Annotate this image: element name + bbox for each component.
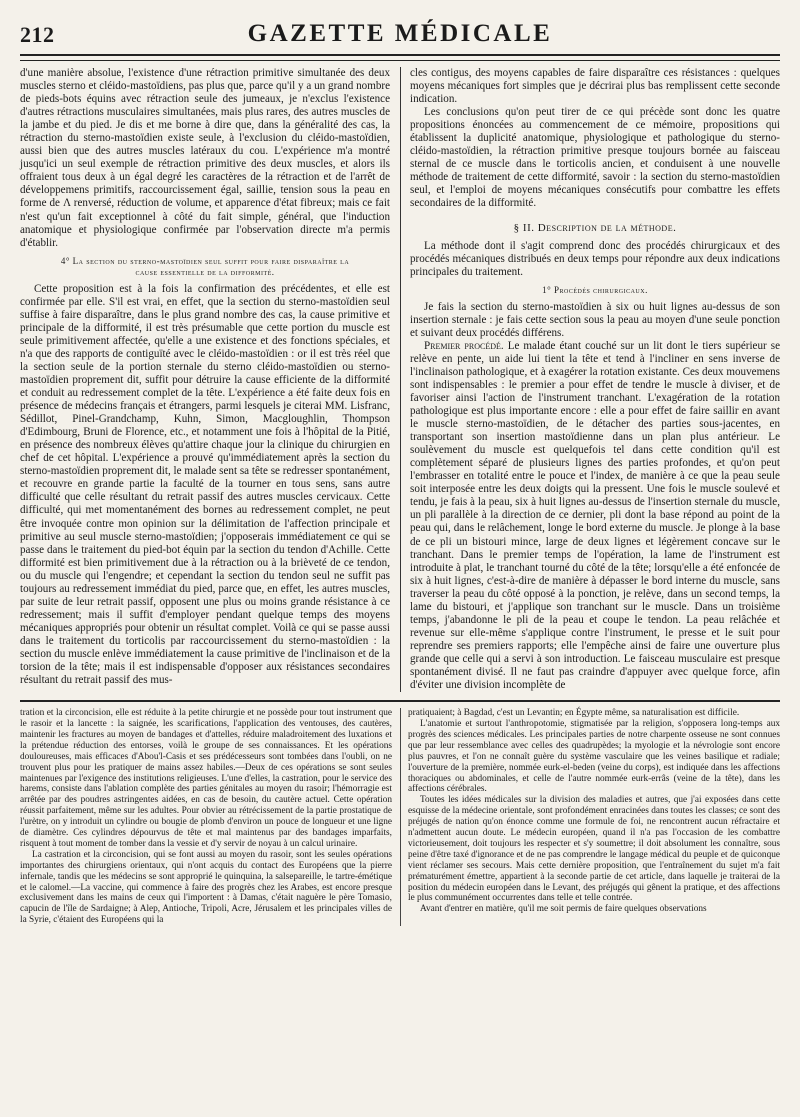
paragraph: pratiquaient; à Bagdad, c'est un Levantin; en Égypte même, sa naturalisation est difficile. xyxy=(408,708,740,719)
feuilleton-right-column xyxy=(408,708,780,926)
paragraph: L'anatomie et surtout l'anthropotomie, stigmatisée par la religion, s'opposera long-temps aux progrès des sciences médicales. Les principales parties de notre charpente osseuse ne sont connues que par leur ressemblance avec celles des quadrupèdes; la myologie et la névrologie sont encore plus pauvres, et l'on ne connaît guère du système vasculaire que les veines basilique et radiale; l'ouverture de la première, nommée eurk-el-beden (veine du corps), est indiquée dans les affections thoraciques ou abdominales, et celle de l'autre nommée eurk-errâs (veine de la tête), dans les affections cérébrales. xyxy=(408,718,780,795)
paragraph-text: Le malade étant couché sur un lit dont le tiers supérieur se relève en pente, un aide lui tient la tête et tend à l'incliner en sens inverse de l'inclinaison pathologique, et à exagérer la rotation existante. Ces deux mouvemens sont indispensables : le premier a pour effet de tendre le muscle à diviser, et de favoriser ainsi l'action de l'instrument tranchant. L'exagération de la rotation pathologique est plus importante encore : elle a pour effet de faire saillir en avant le muscle sterno-mastoïdien, de le détacher des parties sous-jacentes, en transportant son insertion mastoïdienne dans un plan plus antérieur. Le soulèvement du muscle est quelquefois tel dans cette condition qu'il est complètement séparé de plusieurs lignes des parties profondes, et qu'on peut l'embrasser en totalité entre le pouce et l'index, de manière à ce que la peau seule soit interposée entre les deux doigts qui la pressent. Une fois le muscle soulevé et tendu, je fais à la peau, six à huit lignes au-dessus de l'insertion sternale du muscle, un pli parallèle à la direction de ce dernier, pli dont la base répond au point de la peau qui, dans le relâchement, longe le bord externe du muscle. Je plonge à la base de ce pli un bistouri mince, large de deux lignes et légèrement concave sur le tranchant. Dans le premier temps de l'opération, la lame de l'instrument est introduite à plat, le tranchant tourné du côté de la tête; lorsqu'elle a été enfoncée de six à huit lignes, c'est-à-dire de manière à dépasser le bord interne du muscle, sans traverser la peau du côté opposé à la ponction, je relève, dans un second temps, la lame du bistouri, et j'applique son tranchant sur le muscle. Dans un troisième temps, j'abandonne le pli de la peau et coupe le tendon. La peau relâchée et revenue sur elle-même s'applique contre l'instrument, le presse et le suit pour reprendre ses premiers rapports; elle l'empêche ainsi de faire une ouverture plus grande que celle qui a servi à son introduction. Le faisceau musculaire est presque spontanément divisé. Il ne faut pas craindre d'appuyer avec quelque force, afin d'éviter une division incomplète de xyxy=(410,339,781,692)
header-rule xyxy=(20,58,780,61)
page-number: 212 xyxy=(20,22,55,47)
journal-title: GAZETTE MÉDICALE xyxy=(247,20,553,47)
paragraph: Les conclusions qu'on peut tirer de ce qui précède sont donc les quatre propositions énoncées au commencement de ce mémoire, propositions qui établissent la duplicité anatomique, physiologique et pathologique du sterno-cléido-mastoïdien, la rétraction primitive presque toujours bornée au faisceau sternal de ce muscle dans le torticolis ancien, et conduisent à une nouvelle méthode de traitement de cette difformité, savoir : la section du sterno-mastoïdien seul, et l'emploi de moyens mécaniques consécutifs pour combattre les effets secondaires de la difformité. xyxy=(410,106,780,210)
section-heading xyxy=(20,256,390,278)
left-column xyxy=(20,67,390,692)
paragraph: Je fais la section du sterno-mastoïdien à six ou huit lignes au-dessus de son insertion sternale : je fais cette section sous la peau au moyen d'une seule ponction et suivant deux procédés différens. xyxy=(410,300,780,339)
paragraph: d'une manière absolue, l'existence d'une rétraction primitive simultanée des deux muscles sterno et cléido-mastoïdiens, pas plus que, parce qu'il y a un grand nombre de pieds-bots équins avec rétraction seule des jumeaux, je n'exclus l'existence d'autres rétractions musculaires simultanées, mais plus rares, des autres muscles de la jambe et du pied. Je dis et me borne à dire que, dans la généralité des cas, la rétraction du sterno-mastoïdien existe seule, à l'exclusion du cléido-mastoïdien, aussi bien que des autres muscles latéraux du cou. L'expérience m'a montré jusqu'ici un seul exemple de rétraction primitive des deux muscles, et alors ils offraient tous deux à un égal degré les caractères de la rétraction et de l'arrêt de développemens primitifs, raccourcissement égal, saillie, tension sous la peau en forme de Λ renversé, réduction de volume, et apparence d'état fibreux; mais ce fait n'est qu'un fait exceptionnel à côté du fait simple, général, que l'induction anatomique et physiologique confirmée par l'observation directe m'a permis d'établir. xyxy=(20,67,390,249)
paragraph: cles contigus, des moyens capables de faire disparaître ces résistances : quelques moyens mécaniques fort simples que je décrirai plus bas remplissent cette seconde indication. xyxy=(410,67,780,106)
feuilleton xyxy=(20,708,780,926)
newspaper-page xyxy=(20,18,780,1108)
section-heading: § II. Description de la méthode. xyxy=(513,221,677,234)
paragraph: tration et la circoncision, elle est réduite à la petite chirurgie et ne possède pour tout instrument que le rasoir et la lancette : la saignée, les scarifications, l'application des ventouses, des cautères, maintenir les fractures au moyen de bandages et d'attelles, réduire maladroitement des luxations et la prétendue réduction des entorses, voilà le groupe de ses connaissances. Et les opérations douloureuses, mais efficaces d'Abou'l-Casis et ses prédécesseurs sont tombées dans l'oubli, on ne trouvent plus pour les pratiquer de mains assez habiles.—Deux de ces opérations se sont seules maintenues par l'exigence des institutions religieuses. L'une d'elles, la castration, pour le service des harems, consiste dans l'ablation complète des parties génitales au moyen du rasoir; l'hémorragie est arrêtée par des poudres astringentes aidées, en cas de besoin, du cautère actuel. Cette opération réussit parfaitement, même sur les adultes. Pour obvier au rétrécissement de la partie prostatique de l'urètre, on y introduit un cylindre ou bougie de plomb d'environ un pouce de longueur et une ligne de diamètre. Ces cylindres dépourvus de tête et mal maintenus par des bandages imparfaits, risquent à tout moment de tomber dans la vessie et d'y servir de noyau à un calcul urinaire. xyxy=(20,708,392,849)
paragraph xyxy=(410,340,780,692)
procedure-label: Premier procédé. xyxy=(424,339,504,352)
heading-line: cause essentielle de la difformité. xyxy=(135,266,275,277)
paragraph: Cette proposition est à la fois la confirmation des précédentes, et elle est confirmée par elle. S'il est vrai, en effet, que la section du sterno-mastoïdien seul suffise à faire disparaître, dans le plus grand nombre des cas, la cause primitive et principale de la difformité, il est très présumable que cette portion du muscle est seule primitivement affectée, qu'elle a une existence et des fonctions spéciales, et n'a que des rapports de contiguïté avec le cléido-mastoïdien : or il est très réel que la section seule de la portion sternale du sterno cléido-mastoïdien ou sterno-mastoïdien proprement dit, suffit pour détruire la cause efficiente de la difformité et conduit au redressement complet de la tête. L'expérience a été faite deux fois en présence de médecins français et étrangers, parmi lesquels je citerai MM. Lisfranc, Sédillot, Pinel-Grandchamp, Kuhn, Simon, Macgloughlin, Thompson d'Edimbourg, Bruni de Florence, etc., et notamment une fois à l'hôpital de la Pitié, en présence des nombreux élèves qu'attire chaque jour la clinique du chirurgien en chef de cet hôpital. L'expérience a prouvé qu'immédiatement après la section du sterno-mastoïdien proprement dit, le malade sent sa tête se redresser spontanément, et recouvre en grande partie la faculté de la tourner en tous sens, sans autre difficulté que celle résultant du retrait passif des autres muscles cervicaux. Cette difficulté, qui met momentanément des bornes au redressement complet, ne peut être invoquée contre mon opinion sur la délimitation de l'affection principale et primitive au seul muscle sterno-mastoïdien; j'opposerais immédiatement ce qui se passe dans le traitement du pied-bot équin par la section du tendon d'Achille. Cette difformité est bien primitivement due à la rétraction ou à la brièveté de ce tendon, ou du muscle qui l'engendre; et cependant la section du tendon seul ne suffit pas toujours au redressement immédiat du pied, parce que, en effet, les autres muscles, par suite de leur retrait passif, opposent une plus ou moins grande résistance à ce redressement; mais il suffit d'employer pendant quelque temps des moyens mécaniques appropriés pour obtenir un résultat complet. Voilà ce qui se passe aussi dans le traitement du torticolis par raccourcissement du sterno-mastoïdien : la section du muscle enlève immédiatement la cause primitive de l'inclinaison et de la torsion de la tête; mais il est indispensable d'opposer aux résistances secondaires résultant du retrait passif des mus- xyxy=(20,282,390,687)
right-column xyxy=(410,67,780,692)
page-header xyxy=(20,18,780,56)
heading-line: 4° La section du sterno-mastoïdien seul suffit pour faire disparaître la xyxy=(60,255,350,266)
paragraph: Avant d'entrer en matière, qu'il me soit permis de faire quelques observations xyxy=(420,904,707,915)
feuilleton-left-column xyxy=(20,708,392,926)
paragraph: La castration et la circoncision, qui se font aussi au moyen du rasoir, sont les seules opérations importantes des chirurgiens orientaux, qui n'ont acquis du contact des Européens que la pierre infernale, tandis que les médecins se sont approprié le quinquina, la salsepareille, le tartre-émétique et le calomel.—La vaccine, qui commence à faire des progrès chez les Arabes, est encore presque exclusivement dans les mains de ceux qui l'importent : à Damas, c'était naguère le père Tomasio, capucin de l'île de Sardaigne; à Alep, Antioche, Tripoli, Acre, Jérusalem et les principales villes de la Syrie, c'étaient des Européens qui la xyxy=(20,849,392,926)
feuilleton-divider xyxy=(20,700,780,702)
paragraph: Toutes les idées médicales sur la division des maladies et autres, que j'ai exposées dans cette esquisse de la médecine orientale, sont profondément enracinées dans toutes les classes; ce sont des préjugés de nation qu'on énonce comme une formule de foi, ne rencontrent aucun réfractaire et n'admettent aucun doute. Le médecin européen, quand il n'a pas l'occasion de les combattre victorieusement, doit toujours les respecter et s'y soumettre; il doit absolument les connaître, sous peine d'être taxé d'ignorance et de ne pas comprendre le langage médical du peuple et de quiconque vient réclamer ses secours. Mais cette dernière proposition, que l'entraînement du sujet m'a fait prématurément émettre, appartient à la seconde partie de cet article, dans laquelle je traiterai de la position du médecin européen dans le Levant, des préjugés qui gênent la pratique, et des affections le plus communément occurrentes dans telle et telle contrée. xyxy=(408,795,780,904)
subsection-heading: 1° Procédés chirurgicaux. xyxy=(542,284,648,295)
paragraph: La méthode dont il s'agit comprend donc des procédés chirurgicaux et des procédés mécaniques distribués en deux temps pour répondre aux deux indications principales du traitement. xyxy=(410,239,780,278)
feuilleton-column-divider xyxy=(400,708,401,926)
column-divider xyxy=(400,67,401,692)
main-columns xyxy=(20,67,780,692)
